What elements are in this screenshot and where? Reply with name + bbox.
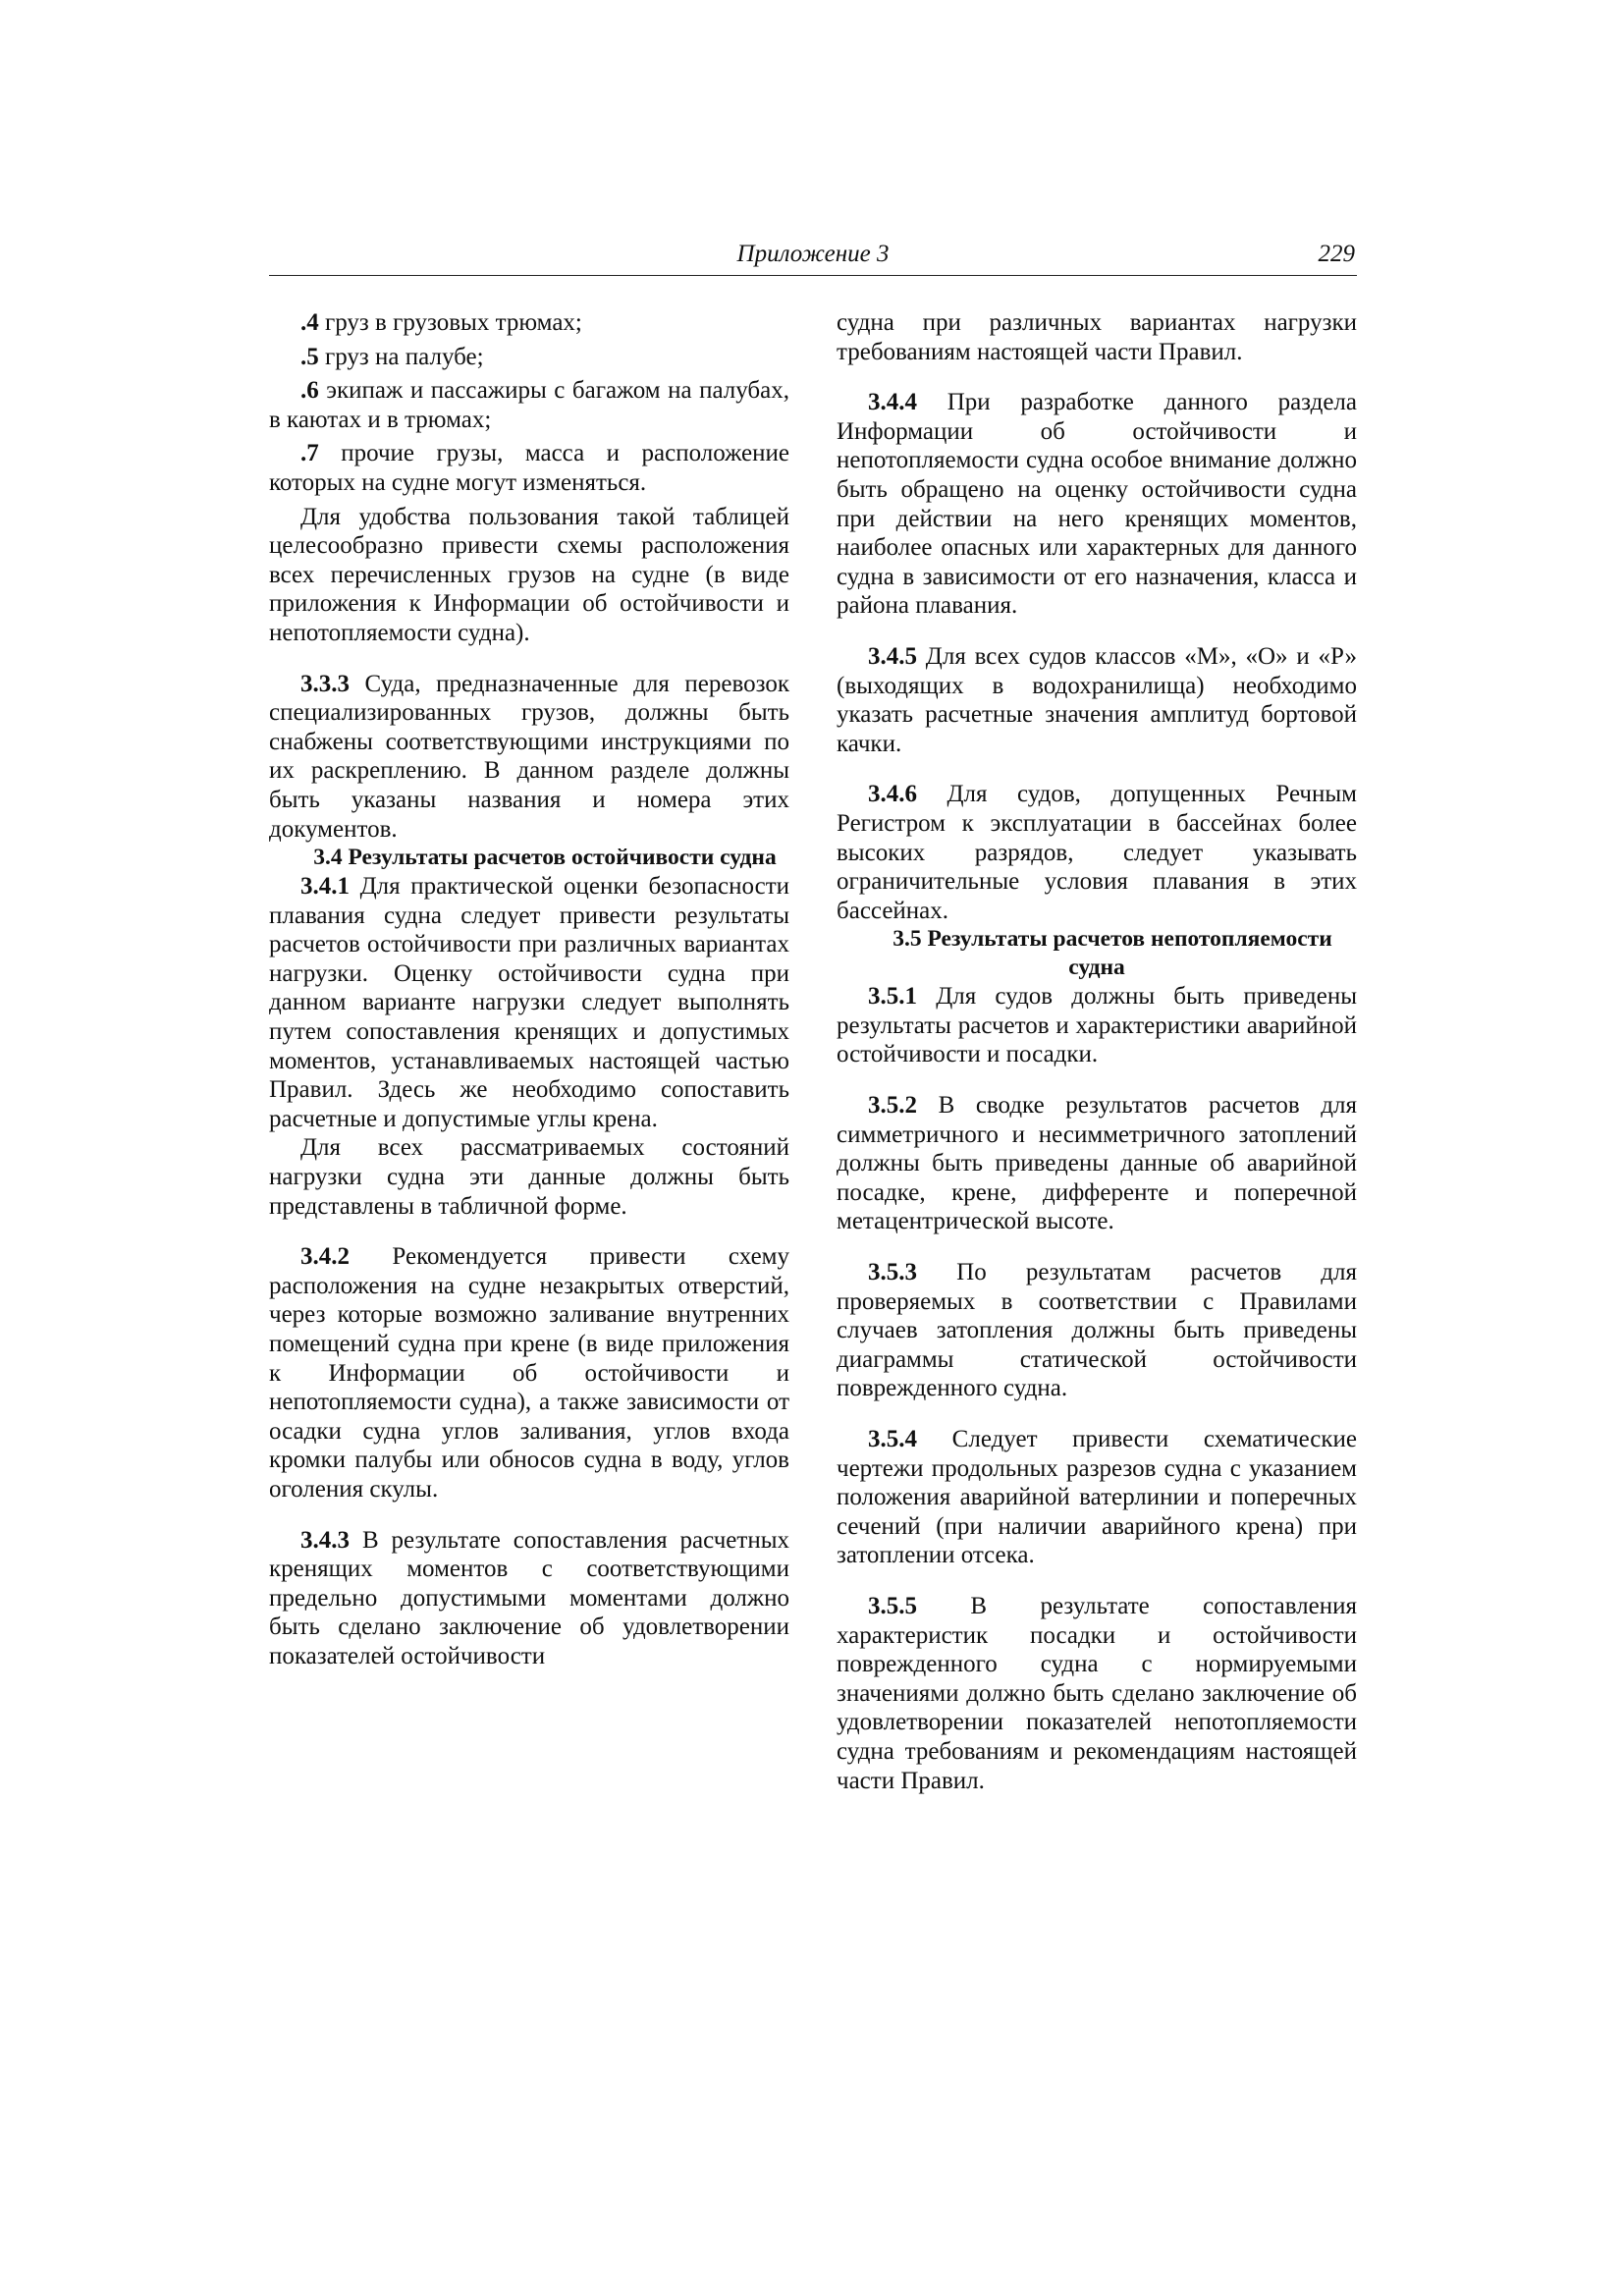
list-item [269, 439, 789, 497]
clause-3-4-6 [837, 780, 1357, 925]
item-number: .7 [300, 440, 319, 467]
clause-3-4-1-continuation: Для всех рассматриваемых состояний нагрузки судна эти данные должны быть представлены в табличной форме. [269, 1134, 789, 1220]
item-text: экипаж и пассажиры с багажом на палубах, в каютах и в трюмах; [269, 377, 789, 433]
clause-text: В результате сопоставления характеристик посадки и остойчивости поврежденного судна с нормируемыми значениями должно быть сделано заключение об удовлетворении показателей непотопляемости судна требованиям и рекомендациям настоящей части Правил. [837, 1592, 1357, 1794]
clause-number: 3.5.1 [868, 983, 917, 1011]
page-number: 229 [1318, 241, 1355, 267]
item-number: .5 [300, 343, 319, 370]
clause-3-5-1 [837, 982, 1357, 1069]
clause-text: Для всех судов классов «М», «О» и «Р» (выходящих в водохранилища) необходимо указать расчетные значения амплитуд бортовой качки. [837, 642, 1358, 757]
item-number: .4 [300, 309, 319, 336]
running-header [269, 240, 1357, 276]
running-header-title: Приложение 3 [736, 241, 890, 267]
section-title-3-5: 3.5 Результаты расчетов непотопляемости судна [893, 926, 1332, 981]
clause-3-4-2 [269, 1242, 789, 1503]
clause-number: 3.4.2 [300, 1243, 350, 1271]
clause-text: Суда, предназначенные для перевозок специализированных грузов, должны быть снабжены соответствующими инструкциями по их раскреплению. В данном разделе должны быть указаны названия и номера этих документов. [269, 670, 790, 843]
right-column [837, 308, 1357, 1795]
clause-text: При разработке данного раздела Информации об остойчивости и непотопляемости судна особое внимание должно быть обращено на оценку остойчивости судна при действии на него кренящих моментов, наиболее опасных или характерных для данного судна в зависимости от его назначения, класса и района плавания. [837, 389, 1357, 620]
clause-text: Для практической оценки безопасности плавания судна следует привести результаты расчетов остойчивости при различных вариантах нагрузки. Оценку остойчивости судна при данном варианте нагрузки следует выполнять путем сопоставления кренящих и допустимых моментов, устанавливаемых настоящей частью Правил. Здесь же необходимо сопоставить расчетные и допустимые углы крена. [269, 873, 790, 1132]
clause-3-4-5 [837, 642, 1357, 758]
list-item [269, 376, 789, 434]
clause-text: В сводке результатов расчетов для симметричного и несимметричного затоплений должны быть приведены данные об аварийной посадке, крене, дифференте и поперечной метацентрической высоте. [837, 1092, 1358, 1235]
clause-3-3-3 [269, 670, 789, 845]
clause-3-5-5 [837, 1592, 1357, 1795]
clause-number: 3.4.1 [300, 873, 350, 901]
clause-3-4-4 [837, 388, 1357, 621]
clause-3-5-4 [837, 1425, 1357, 1570]
clause-text: Для судов, допущенных Речным Регистром к эксплуатации в бассейнах более высоких разрядов, следует указывать ограничительные условия плавания в этих бассейнах. [837, 781, 1357, 924]
clause-number: 3.4.6 [868, 781, 917, 808]
clause-text: Рекомендуется привести схему расположения на судне незакрытых отверстий, через которые возможно заливание внутренних помещений судна при крене (в виде приложения к Информации об остойчивости и непотопляемости судна), а также зависимости от осадки судна углов заливания, углов входа кромки палубы или обносов судна в воду, углов оголения скулы. [269, 1243, 789, 1503]
clause-text: Для судов должны быть приведены результаты расчетов и характеристики аварийной остойчивости и посадки. [837, 983, 1358, 1068]
list-item [269, 343, 789, 372]
clause-3-5-2 [837, 1091, 1357, 1236]
clause-number: 3.5.4 [868, 1426, 917, 1452]
clause-number: 3.5.5 [868, 1592, 917, 1619]
clause-number: 3.4.3 [300, 1526, 350, 1554]
clause-text: Следует привести схематические чертежи продольных разрезов судна с указанием положения аварийной ватерлинии и поперечных сечений (при наличии аварийного крена) при затоплении отсека. [837, 1426, 1358, 1569]
clause-3-4-3 [269, 1526, 789, 1671]
clause-3-5-3 [837, 1258, 1357, 1403]
clause-number: 3.4.4 [868, 389, 917, 416]
clause-number: 3.5.3 [868, 1259, 917, 1286]
paragraph-convenience: Для удобства пользования такой таблицей целесообразно привести схемы расположения всех перечисленных грузов на судне (в виде приложения к Информации об остойчивости и непотопляемости судна). [269, 503, 789, 646]
list-item [269, 308, 789, 338]
clause-text: В результате сопоставления расчетных кренящих моментов с соответствующими предельно допустимыми моментами должно быть сделано заключение об удовлетворении показателей остойчивости [269, 1526, 789, 1669]
item-number: .6 [300, 377, 319, 405]
item-text: груз в грузовых трюмах; [325, 309, 582, 336]
left-column [269, 308, 789, 1671]
clause-3-4-3-continuation: судна при различных вариантах нагрузки требованиям настоящей части Правил. [837, 309, 1357, 365]
clause-text: По результатам расчетов для проверяемых в соответствии с Правилами случаев затопления должны быть приведены диаграммы статической остойчивости поврежденного судна. [837, 1259, 1358, 1402]
clause-number: 3.5.2 [868, 1092, 917, 1120]
section-title-3-4: 3.4 Результаты расчетов остойчивости судна [313, 845, 777, 871]
clause-number: 3.4.5 [868, 642, 917, 670]
clause-number: 3.3.3 [300, 670, 350, 697]
item-text: груз на палубе; [325, 343, 484, 370]
item-text: прочие грузы, масса и расположение которых на судне могут изменяться. [269, 440, 789, 496]
clause-3-4-1 [269, 872, 789, 1133]
